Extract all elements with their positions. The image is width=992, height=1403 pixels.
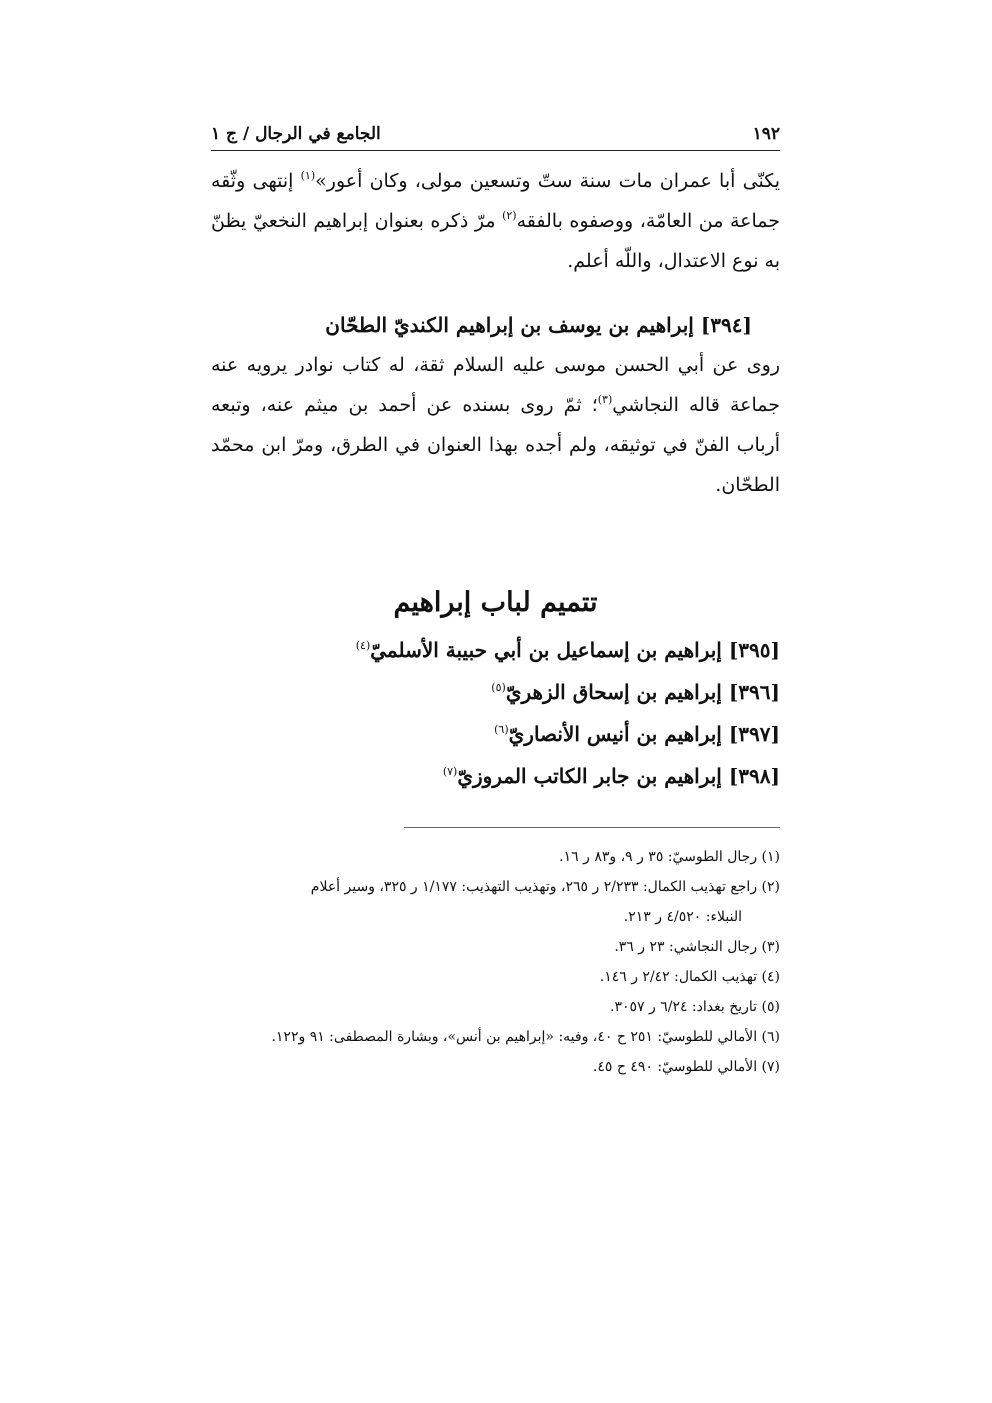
page-number: ١٩٢ bbox=[752, 124, 780, 144]
footnote-ref-7[interactable]: (٧) bbox=[442, 765, 458, 778]
footnote-2-text: (٢) راجع تهذيب الكمال: ٢/٢٣٣ ر ٢٦٥، وتهذيب التهذيب: ١/١٧٧ ر ٣٢٥، وسير أعلام bbox=[310, 879, 780, 895]
entry-394-line2-b: ؛ ثمّ روى بسنده عن أحمد بن ميثم عنه، وتبعه أرباب الفنّ في توثيقه، bbox=[211, 394, 781, 456]
entry-396-label: [٣٩٦] إبراهيم بن إسحاق الزهريّ bbox=[505, 680, 780, 704]
footnote-ref-6[interactable]: (٦) bbox=[494, 723, 509, 736]
footnote-1: (١) رجال الطوسيّ: ٣٥ ر ٩، و٨٣ ر ١٦. bbox=[559, 849, 780, 865]
intro-line1-a: يكنّى أبا عمران مات سنة ستّ وتسعين مولى، وكان أعور» bbox=[315, 170, 780, 192]
footnote-4: (٤) تهذيب الكمال: ٢/٤٢ ر ١٤٦. bbox=[599, 969, 780, 985]
footnote-2-continuation: النبلاء: ٤/٥٢٠ ر ٢١٣. bbox=[623, 909, 742, 925]
intro-line2-a: من العامّة، ووصفوه بالفقه bbox=[516, 210, 724, 232]
footnote-5: (٥) تاريخ بغداد: ٦/٢٤ ر ٣٠٥٧. bbox=[610, 999, 780, 1015]
intro-paragraph bbox=[211, 161, 780, 281]
intro-line3: واللّه أعلم. bbox=[567, 250, 652, 272]
entry-394-paragraph bbox=[211, 345, 780, 505]
page-body bbox=[211, 118, 780, 1082]
footnote-2 bbox=[211, 872, 780, 932]
entry-396-heading bbox=[211, 671, 780, 713]
entry-394-line3: ولم أجده بهذا العنوان في الطرق، ومرّ ابن محمّد الطحّان. bbox=[211, 434, 780, 496]
supplement-list bbox=[211, 629, 780, 797]
entry-394-line1: روى عن أبي الحسن موسى عليه السلام ثقة، له كتاب نوادر يرويه عنه جماعة قاله bbox=[211, 354, 780, 416]
footnotes bbox=[211, 842, 780, 1082]
intro-line2-b: مرّ ذكره بعنوان إبراهيم النخعيّ يظنّ به نوع الاعتدال، bbox=[211, 210, 780, 272]
footnote-ref-4[interactable]: (٤) bbox=[355, 639, 371, 652]
footnote-ref-2[interactable]: (٢) bbox=[502, 209, 517, 222]
footnote-7: (٧) الأمالي للطوسيّ: ٤٩٠ ح ٤٥. bbox=[592, 1059, 780, 1075]
header-rule bbox=[211, 150, 780, 151]
book-title: الجامع في الرجال / ج ١ bbox=[211, 124, 381, 144]
intro-line1-b: إنتهى وثّقه جماعة bbox=[211, 170, 780, 232]
entry-395-label: [٣٩٥] إبراهيم بن إسماعيل بن أبي حبيبة الأسلميّ bbox=[370, 638, 780, 662]
footnote-3: (٣) رجال النجاشي: ٢٣ ر ٣٦. bbox=[614, 939, 780, 955]
entry-397-label: [٣٩٧] إبراهيم بن أنيس الأنصاريّ bbox=[508, 722, 780, 746]
entry-394-line2-a: النجاشي bbox=[612, 394, 679, 416]
running-head bbox=[211, 118, 780, 150]
footnote-ref-1[interactable]: (١) bbox=[300, 169, 316, 182]
section-title: تتميم لباب إبراهيم bbox=[393, 587, 598, 618]
entry-395-heading bbox=[211, 629, 780, 671]
footnote-6: (٦) الأمالي للطوسيّ: ٢٥١ ح ٤٠، وفيه: «إبراهيم بن أنس»، وبشارة المصطفى: ٩١ و١٢٢. bbox=[271, 1029, 780, 1045]
entry-394-heading: [٣٩٤] إبراهيم بن يوسف بن إبراهيم الكنديّ الطحّان bbox=[325, 313, 752, 337]
entry-398-heading bbox=[211, 755, 780, 797]
footnote-ref-3[interactable]: (٣) bbox=[597, 393, 613, 406]
entry-397-heading bbox=[211, 713, 780, 755]
footnote-ref-5[interactable]: (٥) bbox=[491, 681, 506, 694]
footnote-separator bbox=[404, 827, 780, 828]
entry-398-label: [٣٩٨] إبراهيم بن جابر الكاتب المروزيّ bbox=[457, 764, 780, 788]
